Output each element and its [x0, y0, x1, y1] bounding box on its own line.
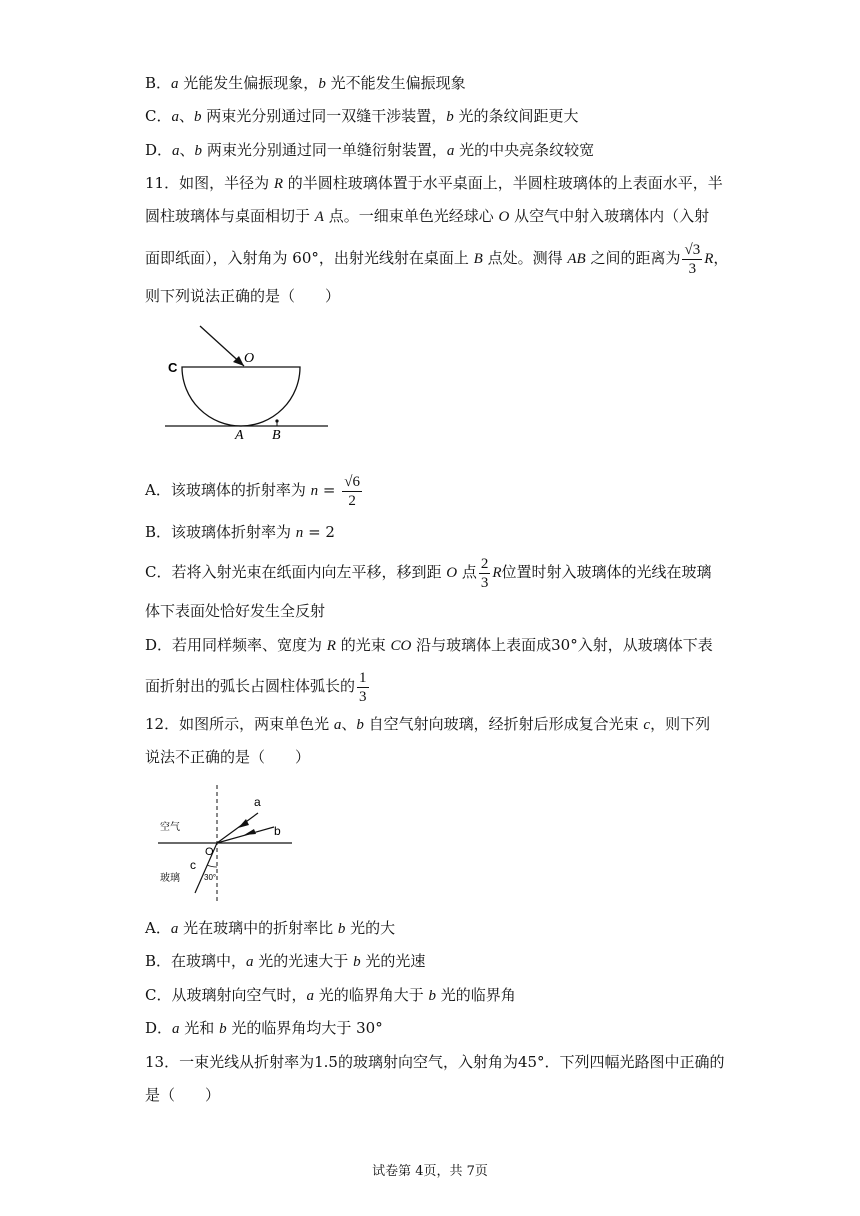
page-footer: 试卷第 4页，共 7页	[372, 1164, 488, 1179]
fraction-1-over-3: $\frac{1}{3}$	[359, 669, 367, 705]
semicircle-glass-figure	[160, 320, 335, 445]
q13-stem-line1: 13．一束光线从折射率为1.5的玻璃射向空气，入射角为45°．下列四幅光路图中正确的	[145, 1053, 725, 1071]
q11-option-b: B．该玻璃体折射率为 n = 2	[145, 523, 335, 541]
q11-stem-line2: 圆柱玻璃体与桌面相切于 A 点。一细束单色光经球心 O 从空气中射入玻璃体内（入射	[145, 207, 710, 225]
q11-stem-line4: 则下列说法正确的是（ ）	[145, 287, 341, 305]
q10-option-c: C．a、b 两束光分别通过同一双缝干涉装置，b 光的条纹间距更大	[145, 107, 579, 125]
q12-option-d: D．a 光和 b 光的临界角均大于 30°	[145, 1019, 383, 1037]
label-30-degree: 30°	[204, 873, 217, 882]
q12-stem-line1: 12．如图所示，两束单色光 a、b 自空气射向玻璃，经折射后形成复合光束 c，则下列	[145, 715, 711, 733]
q11-option-c-line2: 体下表面处恰好发生全反射	[145, 602, 326, 620]
angle-arc	[207, 865, 217, 867]
label-glass: 玻璃	[160, 873, 180, 884]
q12-stem-line2: 说法不正确的是（ ）	[145, 748, 311, 766]
label-c: c	[190, 858, 196, 872]
label-c: C	[168, 360, 178, 375]
q11-option-d-line2: 面折射出的弧长占圆柱体弧长的 $\frac{1}{3}$	[145, 669, 367, 705]
label-o: O	[205, 846, 214, 858]
label-a: A	[235, 428, 244, 443]
refraction-figure	[150, 783, 300, 908]
q11-stem-line3: 面即纸面），入射角为 60°，出射光线射在桌面上 B 点处。测得 AB 之间的距离为 $\frac{√3}{3}$ R，	[145, 241, 729, 277]
q12-option-b: B．在玻璃中，a 光的光速大于 b 光的光速	[145, 952, 426, 970]
label-o: O	[244, 351, 255, 366]
ray-a	[217, 813, 258, 843]
label-air: 空气	[160, 822, 180, 833]
fraction-sqrt6-over-2: $\frac{√6}{2}$	[344, 473, 360, 509]
point-b-dot	[275, 419, 278, 422]
q12-option-a: A．a 光在玻璃中的折射率比 b 光的大	[145, 919, 396, 937]
q11-option-a: A．该玻璃体的折射率为 n = $\frac{√6}{2}$	[145, 473, 360, 509]
arrow-b-icon	[244, 829, 256, 835]
label-a: a	[254, 795, 261, 809]
q12-option-c: C．从玻璃射向空气时，a 光的临界角大于 b 光的临界角	[145, 986, 516, 1004]
q13-stem-line2: 是（ ）	[145, 1086, 221, 1104]
semicircle-glass	[182, 367, 300, 426]
label-b: b	[274, 824, 281, 838]
q10-option-b: B．a 光能发生偏振现象，b 光不能发生偏振现象	[145, 74, 466, 92]
ray-b	[217, 827, 274, 843]
fraction-2-over-3: $\frac{2}{3}$	[480, 555, 489, 591]
q11-option-c: C．若将入射光束在纸面内向左平移，移到距 O 点 $\frac{2}{3}$ R位置时射入玻璃体的光线在玻璃	[145, 555, 712, 591]
q11-stem-line1: 11．如图，半径为 R 的半圆柱玻璃体置于水平桌面上，半圆柱玻璃体的上表面水平，半	[145, 174, 723, 192]
fraction-sqrt3-over-3: $\frac{√3}{3}$	[684, 241, 701, 277]
label-b: B	[272, 428, 281, 443]
q10-option-d: D．a、b 两束光分别通过同一单缝衍射装置，a 光的中央亮条纹较宽	[145, 141, 595, 159]
q11-option-d: D．若用同样频率、宽度为 R 的光束 CO 沿与玻璃体上表面成30°入射，从玻璃体下表	[145, 636, 713, 654]
